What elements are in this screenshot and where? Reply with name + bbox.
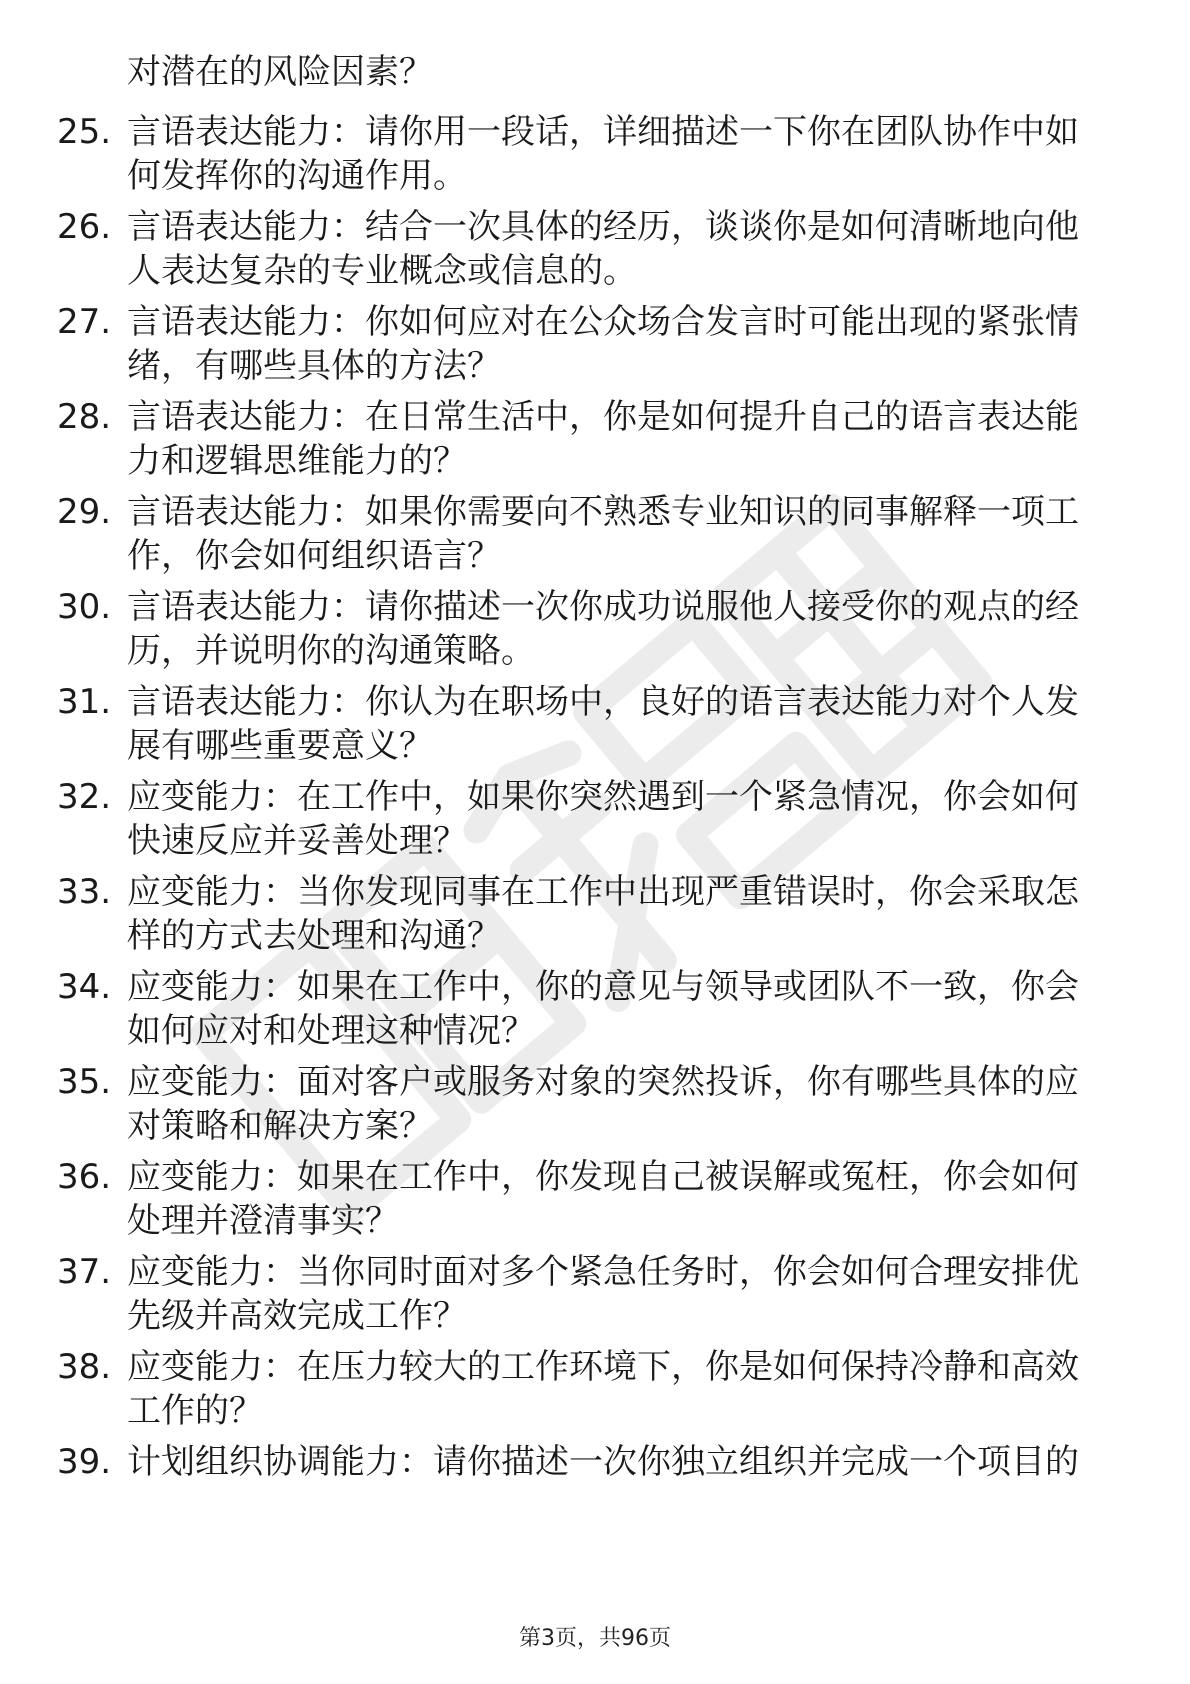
question-number: 29. — [57, 492, 112, 532]
question-number: 39. — [57, 1442, 112, 1482]
question-text-line2: 处理并澄清事实？ — [127, 1201, 399, 1241]
question-text-line2: 快速反应并妥善处理？ — [127, 821, 467, 861]
question-number: 25. — [57, 112, 112, 152]
question-number: 32. — [57, 777, 112, 817]
question-text-line1: 应变能力：如果在工作中，你发现自己被误解或冤枉，你会如何 — [127, 1157, 1079, 1197]
question-text-line2: 如何应对和处理这种情况？ — [127, 1011, 535, 1051]
question-text-line1: 应变能力：在压力较大的工作环境下，你是如何保持冷静和高效 — [127, 1347, 1079, 1387]
question-text-line2: 作，你会如何组织语言？ — [127, 536, 501, 576]
question-text-line2: 样的方式去处理和沟通？ — [127, 916, 501, 956]
question-number: 36. — [57, 1157, 112, 1197]
question-text-line1: 应变能力：面对客户或服务对象的突然投诉，你有哪些具体的应 — [127, 1062, 1079, 1102]
question-number: 37. — [57, 1252, 112, 1292]
question-text-line2: 人表达复杂的专业概念或信息的。 — [127, 251, 637, 291]
question-text-line2: 展有哪些重要意义？ — [127, 726, 433, 766]
question-number: 26. — [57, 207, 112, 247]
question-number: 30. — [57, 587, 112, 627]
question-text-line1: 言语表达能力：在日常生活中，你是如何提升自己的语言表达能 — [127, 397, 1079, 437]
question-text-line1: 应变能力：当你发现同事在工作中出现严重错误时，你会采取怎 — [127, 872, 1079, 912]
question-text-line1: 言语表达能力：结合一次具体的经历，谈谈你是如何清晰地向他 — [127, 207, 1079, 247]
question-text-line2: 先级并高效完成工作？ — [127, 1296, 467, 1336]
question-number: 27. — [57, 302, 112, 342]
question-text-line1: 应变能力：当你同时面对多个紧急任务时，你会如何合理安排优 — [127, 1252, 1079, 1292]
question-text-line1: 应变能力：如果在工作中，你的意见与领导或团队不一致，你会 — [127, 967, 1079, 1007]
question-text-line2: 工作的？ — [127, 1391, 263, 1431]
question-text-line2: 何发挥你的沟通作用。 — [127, 156, 467, 196]
continuation-text: 对潜在的风险因素？ — [127, 52, 433, 92]
question-text-line1: 言语表达能力：你认为在职场中，良好的语言表达能力对个人发 — [127, 682, 1079, 722]
question-text-line1: 言语表达能力：请你用一段话，详细描述一下你在团队协作中如 — [127, 112, 1079, 152]
page-footer: 第3页，共96页 — [519, 1626, 671, 1651]
question-number: 38. — [57, 1347, 112, 1387]
question-number: 28. — [57, 397, 112, 437]
question-number: 34. — [57, 967, 112, 1007]
question-number: 33. — [57, 872, 112, 912]
question-number: 35. — [57, 1062, 112, 1102]
question-text-line1: 计划组织协调能力：请你描述一次你独立组织并完成一个项目的 — [127, 1442, 1079, 1482]
question-text-line2: 绪，有哪些具体的方法？ — [127, 346, 501, 386]
question-text-line1: 应变能力：在工作中，如果你突然遇到一个紧急情况，你会如何 — [127, 777, 1079, 817]
question-text-line2: 历，并说明你的沟通策略。 — [127, 631, 535, 671]
question-text-line2: 对策略和解决方案？ — [127, 1106, 433, 1146]
question-text-line2: 力和逻辑思维能力的？ — [127, 441, 467, 481]
question-number: 31. — [57, 682, 112, 722]
question-text-line1: 言语表达能力：你如何应对在公众场合发言时可能出现的紧张情 — [127, 302, 1079, 342]
question-text-line1: 言语表达能力：如果你需要向不熟悉专业知识的同事解释一项工 — [127, 492, 1079, 532]
question-text-line1: 言语表达能力：请你描述一次你成功说服他人接受你的观点的经 — [127, 587, 1079, 627]
